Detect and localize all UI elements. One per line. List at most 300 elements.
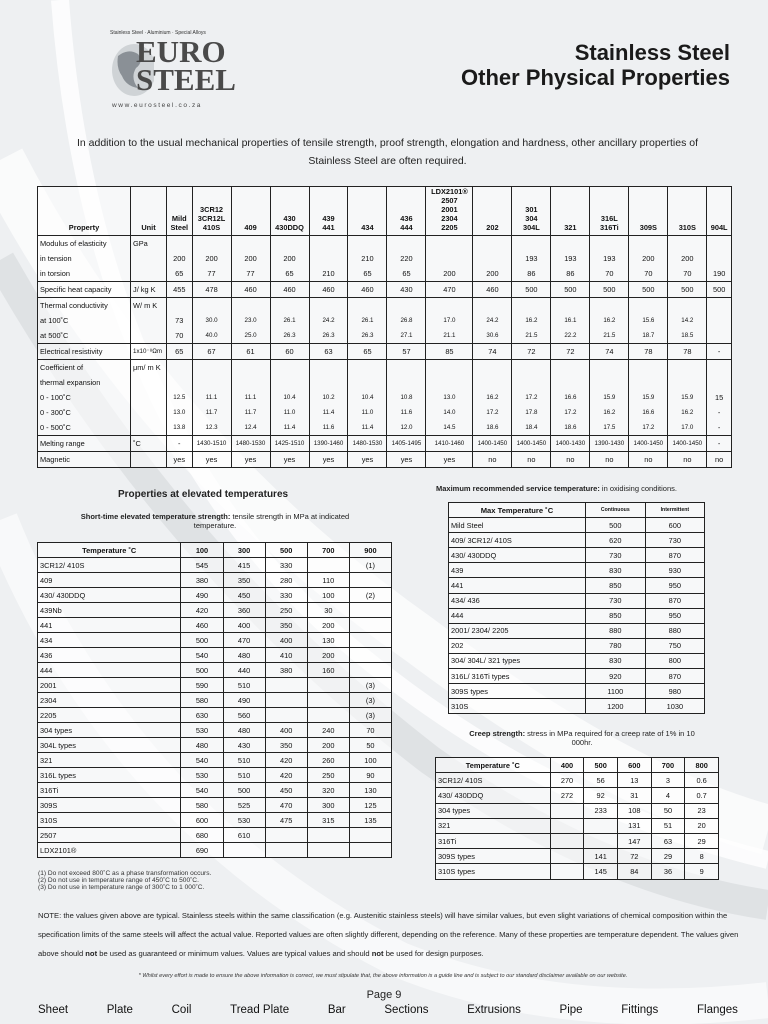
value-cell: 410	[265, 648, 307, 663]
value-cell: 63	[309, 344, 348, 360]
footer-link-extrusions[interactable]: Extrusions	[467, 1004, 521, 1016]
value-cell: 510	[223, 678, 265, 693]
note-part-3: be used for design purposes.	[383, 949, 484, 958]
value-cell: 1410-1460	[426, 436, 473, 452]
table-row	[38, 648, 392, 663]
value-cell: (3)	[349, 693, 391, 708]
creep-caption-bold: Creep strength:	[469, 729, 526, 738]
value-cell: 330	[265, 588, 307, 603]
value-cell: 29	[685, 833, 719, 848]
value-cell: 130	[349, 783, 391, 798]
table-row	[38, 618, 392, 633]
value-cell: 320	[307, 783, 349, 798]
value-cell: 460	[231, 282, 270, 298]
property-label: Coefficient of thermal expansion 0 - 100˚C 0 - 300˚C 0 - 500˚C	[38, 360, 131, 436]
value-cell: 60	[270, 344, 309, 360]
value-cell: 200 77	[231, 236, 270, 282]
value-cell: 350	[223, 573, 265, 588]
value-cell: yes	[348, 452, 387, 468]
footer-link-plate[interactable]: Plate	[106, 1004, 133, 1016]
value-cell: 880	[645, 623, 704, 638]
value-cell: 16.2 21.5	[512, 298, 551, 344]
value-cell: 210 65	[348, 236, 387, 282]
main-header-cell: 436 444	[387, 187, 426, 236]
table-row	[449, 623, 705, 638]
logo-word-euro: EURO	[136, 34, 226, 69]
value-cell: 490	[223, 693, 265, 708]
creep-strength-table	[435, 757, 719, 880]
value-cell: 460	[348, 282, 387, 298]
value-cell: 500	[181, 633, 223, 648]
value-cell	[584, 833, 618, 848]
footnote: (2) Do not use in temperature range of 450˚C to 500˚C.	[38, 877, 199, 885]
value-cell: 455	[167, 282, 193, 298]
value-cell: 440	[223, 663, 265, 678]
value-cell: 200	[307, 738, 349, 753]
value-cell: 200 70	[668, 236, 707, 282]
value-cell: 1200	[585, 699, 645, 714]
value-cell	[223, 843, 265, 858]
table-row	[449, 699, 705, 714]
value-cell: 400	[265, 723, 307, 738]
value-cell: 525	[223, 798, 265, 813]
value-cell: 980	[645, 684, 704, 699]
value-cell: 470	[265, 798, 307, 813]
value-cell: yes	[270, 452, 309, 468]
grade-cell: 309S types	[449, 684, 586, 699]
grade-cell: 316L types	[38, 768, 181, 783]
value-cell	[707, 298, 732, 344]
table-row	[38, 723, 392, 738]
grade-cell: 304 types	[38, 723, 181, 738]
value-cell: no	[668, 452, 707, 468]
value-cell: 850	[585, 578, 645, 593]
value-cell: 600	[181, 813, 223, 828]
value-cell: 200 65	[270, 236, 309, 282]
value-cell: 540	[181, 783, 223, 798]
value-cell: 400	[265, 633, 307, 648]
value-cell: 200 77	[192, 236, 231, 282]
value-cell: 15.9 16.2 17.5	[590, 360, 629, 436]
grade-cell: 316Ti	[436, 833, 551, 848]
value-cell: 147	[617, 833, 651, 848]
elevated-temperature-table	[37, 542, 392, 858]
table-row	[38, 738, 392, 753]
note-part-1: NOTE: the values given above are typical. Stainless steels within the same classification (e.g. Austenitic stainless steels) will have similar values, but even slight variations of chemical composition within the specification limits of the same steels will affect the actual value. Reported values are often slightly different, depending on the reference. Many of these properties are temperature dependent. The values given above should	[38, 911, 739, 958]
value-cell: 193 70	[590, 236, 629, 282]
value-cell: 141	[584, 849, 618, 864]
main-header-cell: 321	[551, 187, 590, 236]
value-cell: 31	[617, 788, 651, 803]
value-cell	[349, 618, 391, 633]
value-cell	[550, 833, 584, 848]
value-cell: 110	[307, 573, 349, 588]
value-cell: 510	[223, 768, 265, 783]
max-service-header-row	[449, 503, 705, 518]
footer-link-flanges[interactable]: Flanges	[696, 1004, 738, 1016]
value-cell: 61	[231, 344, 270, 360]
value-cell: yes	[231, 452, 270, 468]
grade-cell: 310S types	[436, 864, 551, 879]
value-cell: 0.7	[685, 788, 719, 803]
value-cell: 57	[387, 344, 426, 360]
value-cell: 250	[307, 768, 349, 783]
value-cell	[349, 843, 391, 858]
table-row	[449, 608, 705, 623]
main-table-header-row	[38, 187, 732, 236]
value-cell: 65	[167, 344, 193, 360]
value-cell: 880	[585, 623, 645, 638]
elevated-subtitle-bold: Short-time elevated temperature strength:	[80, 512, 231, 521]
property-label: Melting range	[38, 436, 131, 452]
footer-link-bar[interactable]: Bar	[327, 1004, 346, 1016]
grade-cell: 304 types	[436, 803, 551, 818]
value-cell: 870	[645, 548, 704, 563]
value-cell: yes	[309, 452, 348, 468]
value-cell	[349, 573, 391, 588]
table-row	[38, 678, 392, 693]
value-cell	[307, 828, 349, 843]
main-header-cell: 439 441	[309, 187, 348, 236]
value-cell: 15.6 18.7	[629, 298, 668, 344]
table-row	[38, 236, 732, 282]
value-cell: 500	[181, 663, 223, 678]
value-cell: 250	[265, 603, 307, 618]
grade-cell: 441	[449, 578, 586, 593]
value-cell: 500	[707, 282, 732, 298]
main-header-cell: 430 430DDQ	[270, 187, 309, 236]
value-cell: 74	[590, 344, 629, 360]
footer-link-sheet[interactable]: Sheet	[38, 1004, 69, 1016]
grade-cell: 304/ 304L/ 321 types	[449, 653, 586, 668]
grade-cell: LDX2101®	[38, 843, 181, 858]
header-cell: 600	[617, 758, 651, 773]
value-cell: 125	[349, 798, 391, 813]
value-cell: 10.2 11.4 11.6	[309, 360, 348, 436]
max-service-caption-rest: in oxidising conditions.	[599, 484, 677, 493]
value-cell: 360	[223, 603, 265, 618]
value-cell: 850	[585, 608, 645, 623]
value-cell: 270	[550, 773, 584, 788]
header-cell: 400	[550, 758, 584, 773]
value-cell: 23.0 25.0	[231, 298, 270, 344]
max-service-caption-bold: Maximum recommended service temperature:	[436, 484, 600, 493]
value-cell: 530	[181, 768, 223, 783]
grade-cell: 434/ 436	[449, 593, 586, 608]
disclaimer: * Whilst every effort is made to ensure the above information is correct, we must stipulate that, the above information is a guide line and is subject to our standard disclaimer available on our website.	[138, 973, 628, 979]
creep-caption-rest: stress in MPa required for a creep rate of 1% in 10 000hr.	[525, 729, 695, 747]
value-cell: 1480-1530	[231, 436, 270, 452]
table-row	[449, 638, 705, 653]
value-cell: 480	[223, 723, 265, 738]
grade-cell: 3CR12/ 410S	[38, 558, 181, 573]
elevated-section-title: Properties at elevated temperatures	[118, 489, 289, 500]
value-cell: 12.5 13.0 13.8	[167, 360, 193, 436]
unit-cell: μm/ m K	[131, 360, 167, 436]
value-cell: 920	[585, 669, 645, 684]
header-cell: 100	[181, 543, 223, 558]
grade-cell: 430/ 430DDQ	[449, 548, 586, 563]
value-cell: 630	[181, 708, 223, 723]
footer-link-pipe[interactable]: Pipe	[559, 1004, 583, 1016]
title-line-1: Stainless Steel	[574, 40, 730, 65]
value-cell: 530	[181, 723, 223, 738]
value-cell	[307, 843, 349, 858]
main-header-cell: 409	[231, 187, 270, 236]
value-cell: 780	[585, 638, 645, 653]
value-cell: 750	[645, 638, 704, 653]
header-cell: 700	[651, 758, 685, 773]
grade-cell: 321	[436, 818, 551, 833]
value-cell: 610	[223, 828, 265, 843]
value-cell: 78	[629, 344, 668, 360]
value-cell: no	[629, 452, 668, 468]
table-row	[38, 573, 392, 588]
main-header-cell: 3CR12 3CR12L 410S	[192, 187, 231, 236]
table-row	[38, 452, 732, 468]
grade-cell: 2507	[38, 828, 181, 843]
value-cell: 160	[307, 663, 349, 678]
value-cell: no	[590, 452, 629, 468]
value-cell: no	[473, 452, 512, 468]
value-cell	[584, 818, 618, 833]
value-cell: 470	[426, 282, 473, 298]
value-cell: 16.2 17.2 18.6	[473, 360, 512, 436]
property-label: Magnetic	[38, 452, 131, 468]
value-cell: (3)	[349, 708, 391, 723]
euro-steel-logo	[108, 30, 236, 114]
value-cell: 480	[223, 648, 265, 663]
value-cell: -	[707, 344, 732, 360]
table-row	[449, 533, 705, 548]
table-row	[38, 843, 392, 858]
value-cell: 545	[181, 558, 223, 573]
footer-link-fittings[interactable]: Fittings	[621, 1004, 659, 1016]
value-cell: 200	[307, 648, 349, 663]
footer-product-nav	[38, 1004, 738, 1016]
value-cell: 500	[590, 282, 629, 298]
table-row	[38, 753, 392, 768]
value-cell: 1030	[645, 699, 704, 714]
table-row	[38, 558, 392, 573]
header-cell: 900	[349, 543, 391, 558]
value-cell: 51	[651, 818, 685, 833]
value-cell: 72	[617, 849, 651, 864]
value-cell: 1390-1430	[590, 436, 629, 452]
page-number: Page 9	[366, 989, 402, 1001]
table-row	[38, 344, 732, 360]
value-cell: 193 86	[551, 236, 590, 282]
value-cell: 730	[585, 548, 645, 563]
header-cell: 500	[584, 758, 618, 773]
footer-link-sections[interactable]: Sections	[384, 1004, 429, 1016]
value-cell: 260	[307, 753, 349, 768]
value-cell: 56	[584, 773, 618, 788]
value-cell: 500	[512, 282, 551, 298]
value-cell: 65	[348, 344, 387, 360]
header-cell: Max Temperature ˚C	[449, 503, 586, 518]
value-cell	[307, 708, 349, 723]
value-cell: 460	[309, 282, 348, 298]
value-cell: (1)	[349, 558, 391, 573]
value-cell: 560	[223, 708, 265, 723]
value-cell: 380	[265, 663, 307, 678]
footer-link-tread-plate[interactable]: Tread Plate	[230, 1004, 290, 1016]
table-row	[38, 693, 392, 708]
value-cell: 26.1 26.3	[348, 298, 387, 344]
value-cell: 67	[192, 344, 231, 360]
value-cell: 450	[265, 783, 307, 798]
table-row	[436, 818, 719, 833]
logo-url: www.eurosteel.co.za	[112, 102, 203, 109]
value-cell: 15.9 16.6 17.2	[629, 360, 668, 436]
table-row	[38, 603, 392, 618]
value-cell: 460	[473, 282, 512, 298]
intro-paragraph: In addition to the usual mechanical properties of tensile strength, proof strength, elongation and hardness, other ancillary properties of Stainless Steel are often required.	[76, 137, 699, 167]
table-row	[449, 653, 705, 668]
value-cell: 580	[181, 693, 223, 708]
header-cell: 500	[265, 543, 307, 558]
value-cell: no	[707, 452, 732, 468]
value-cell: 14.2 18.5	[668, 298, 707, 344]
grade-cell: 310S	[38, 813, 181, 828]
main-header-cell: 301 304 304L	[512, 187, 551, 236]
grade-cell: 409/ 3CR12/ 410S	[449, 533, 586, 548]
value-cell	[265, 678, 307, 693]
value-cell: 580	[181, 798, 223, 813]
grade-cell: 309S types	[436, 849, 551, 864]
table-row	[449, 578, 705, 593]
value-cell: 530	[223, 813, 265, 828]
value-cell	[265, 843, 307, 858]
grade-cell: 3CR12/ 410S	[436, 773, 551, 788]
value-cell: 930	[645, 563, 704, 578]
value-cell: 300	[307, 798, 349, 813]
value-cell: 13.0 14.0 14.5	[426, 360, 473, 436]
value-cell: 480	[181, 738, 223, 753]
value-cell: yes	[426, 452, 473, 468]
value-cell: (2)	[349, 588, 391, 603]
value-cell: 800	[645, 653, 704, 668]
value-cell	[349, 828, 391, 843]
note-not-1: not	[85, 949, 98, 958]
table-row	[38, 663, 392, 678]
value-cell: 50	[651, 803, 685, 818]
main-header-cell: Property	[38, 187, 131, 236]
grade-cell: 434	[38, 633, 181, 648]
value-cell: 78	[668, 344, 707, 360]
value-cell: 50	[349, 738, 391, 753]
grade-cell: 409	[38, 573, 181, 588]
value-cell: 85	[426, 344, 473, 360]
property-label: Thermal conductivity at 100˚C at 500˚C	[38, 298, 131, 344]
value-cell	[550, 803, 584, 818]
grade-cell: 316L/ 316Ti types	[449, 669, 586, 684]
grade-cell: 2001/ 2304/ 2205	[449, 623, 586, 638]
value-cell: 500	[223, 783, 265, 798]
table-row	[436, 773, 719, 788]
value-cell: 1400-1450	[512, 436, 551, 452]
value-cell: 10.4 11.0 11.4	[348, 360, 387, 436]
value-cell: 8	[685, 849, 719, 864]
value-cell	[307, 693, 349, 708]
value-cell: 350	[265, 618, 307, 633]
value-cell: 590	[181, 678, 223, 693]
table-row	[38, 768, 392, 783]
grade-cell: 444	[449, 608, 586, 623]
note-paragraph	[38, 906, 743, 963]
table-row	[449, 563, 705, 578]
value-cell: 470	[223, 633, 265, 648]
value-cell: 1390-1460	[309, 436, 348, 452]
table-row	[449, 548, 705, 563]
value-cell: no	[551, 452, 590, 468]
value-cell: 90	[349, 768, 391, 783]
header-cell: Continuous	[585, 503, 645, 518]
value-cell: 15 - -	[707, 360, 732, 436]
grade-cell: 444	[38, 663, 181, 678]
value-cell: 72	[512, 344, 551, 360]
table-row	[38, 633, 392, 648]
value-cell: yes	[167, 452, 193, 468]
note-part-2: be used as guaranteed or minimum values. Values are typical values and should	[97, 949, 372, 958]
main-header-cell: 309S	[629, 187, 668, 236]
value-cell: 108	[617, 803, 651, 818]
value-cell: 26.1 26.3	[270, 298, 309, 344]
value-cell: 450	[223, 588, 265, 603]
value-cell	[550, 864, 584, 879]
value-cell: 870	[645, 669, 704, 684]
value-cell	[265, 693, 307, 708]
elevated-header-row	[38, 543, 392, 558]
value-cell: 460	[270, 282, 309, 298]
value-cell: 200	[307, 618, 349, 633]
footer-link-coil[interactable]: Coil	[171, 1004, 192, 1016]
value-cell: 400	[223, 618, 265, 633]
value-cell: 0.6	[685, 773, 719, 788]
value-cell: 200 70	[629, 236, 668, 282]
header-cell: 800	[685, 758, 719, 773]
table-row	[38, 360, 732, 436]
property-label: Electrical resistivity	[38, 344, 131, 360]
grade-cell: 2304	[38, 693, 181, 708]
value-cell: 15.9 16.2 17.0	[668, 360, 707, 436]
value-cell: 131	[617, 818, 651, 833]
elevated-footnotes	[38, 870, 211, 892]
value-cell: 1100	[585, 684, 645, 699]
value-cell: 500	[629, 282, 668, 298]
value-cell: 210	[309, 236, 348, 282]
value-cell	[265, 828, 307, 843]
elevated-subtitle	[60, 512, 370, 530]
value-cell: 135	[349, 813, 391, 828]
value-cell: 950	[645, 608, 704, 623]
value-cell: 11.1 11.7 12.4	[231, 360, 270, 436]
value-cell: 23	[685, 803, 719, 818]
unit-cell: GPa	[131, 236, 167, 282]
value-cell: 17.0 21.1	[426, 298, 473, 344]
value-cell: 272	[550, 788, 584, 803]
main-header-cell: Mild Steel	[167, 187, 193, 236]
table-row	[38, 708, 392, 723]
max-service-temperature-table	[448, 502, 705, 714]
value-cell: 74	[473, 344, 512, 360]
grade-cell: 2205	[38, 708, 181, 723]
value-cell: 430	[223, 738, 265, 753]
value-cell: 475	[265, 813, 307, 828]
value-cell: 20	[685, 818, 719, 833]
grade-cell: 430/ 430DDQ	[436, 788, 551, 803]
